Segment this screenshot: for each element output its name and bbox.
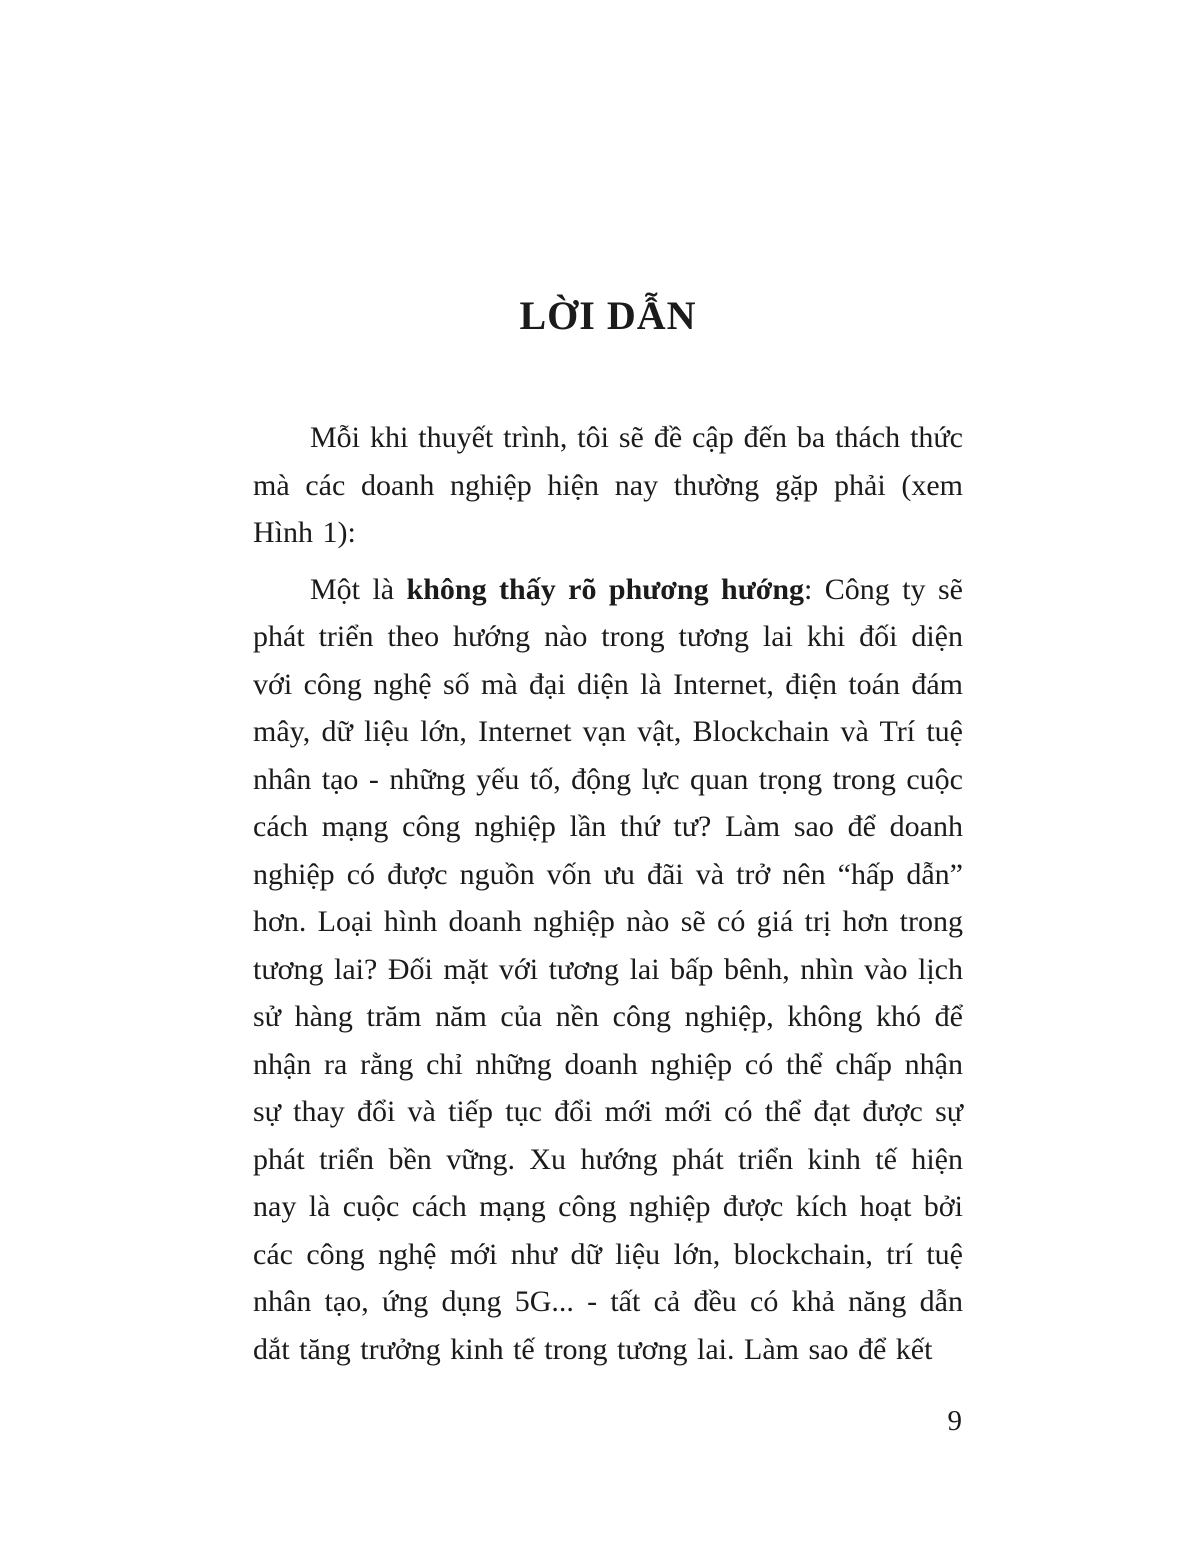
paragraph-intro: Mỗi khi thuyết trình, tôi sẽ đề cập đến ba thách thức mà các doanh nghiệp hiện nay thường gặp phải (xem Hình 1): — [253, 421, 963, 549]
page-number: 9 — [947, 1405, 962, 1437]
bold-phrase: không thấy rõ phương hướng — [406, 572, 804, 606]
page-title: LỜI DẪN — [519, 293, 697, 338]
text-block — [253, 292, 963, 1382]
paragraph-challenge-one — [253, 566, 963, 1374]
paragraph-rest-text: : Công ty sẽ phát triển theo hướng nào trong tương lai khi đối diện với công nghệ số mà đại diện là Internet, điện toán đám mây, dữ liệu lớn, Internet vạn vật, Blockchain và Trí tuệ nhân tạo - những yếu tố, động lực quan trọng trong cuộc cách mạng công nghiệp lần thứ tư? Làm sao để doanh nghiệp có được nguồn vốn ưu đãi và trở nên “hấp dẫn” hơn. Loại hình doanh nghiệp nào sẽ có giá trị hơn trong tương lai? Đối mặt với tương lai bấp bênh, nhìn vào lịch sử hàng trăm năm của nền công nghiệp, không khó để nhận ra rằng chỉ những doanh nghiệp có thể chấp nhận sự thay đổi và tiếp tục đổi mới mới có thể đạt được sự phát triển bền vững. Xu hướng phát triển kinh tế hiện nay là cuộc cách mạng công nghiệp được kích hoạt bởi các công nghệ mới như dữ liệu lớn, blockchain, trí tuệ nhân tạo, ứng dụng 5G... - tất cả đều có khả năng dẫn dắt tăng trưởng kinh tế trong tương lai. Làm sao để kết — [253, 572, 963, 1366]
paragraph-lead-text: Một là — [310, 572, 407, 606]
